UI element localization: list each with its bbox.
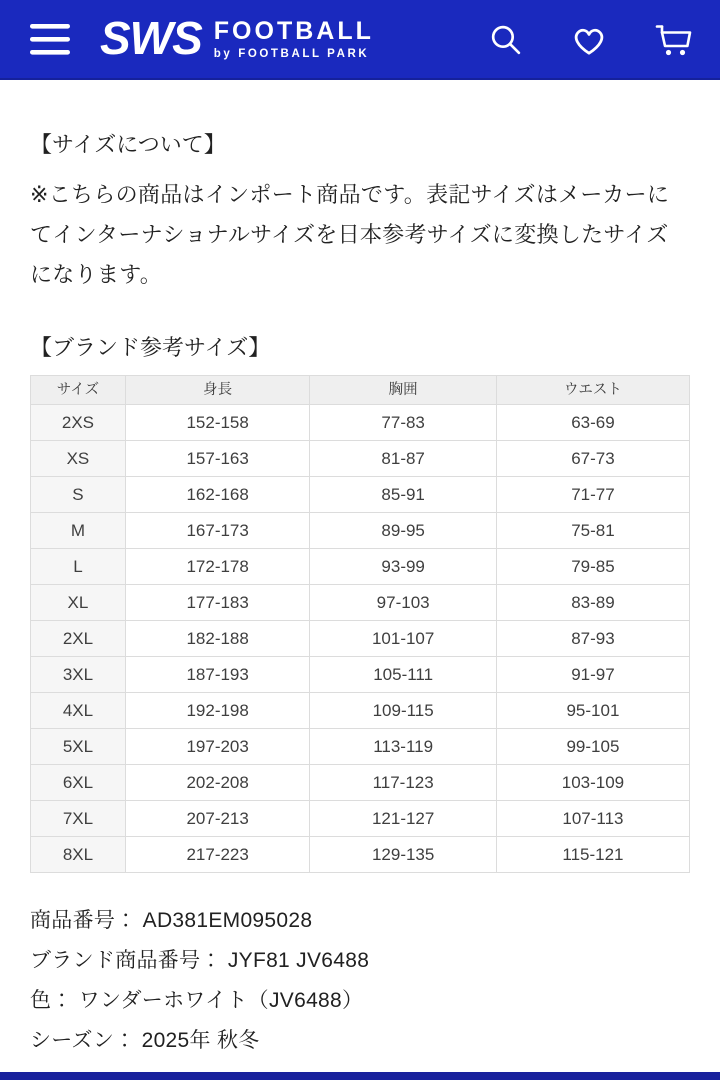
wishlist-button[interactable] <box>570 23 608 57</box>
measurement-cell: 182-188 <box>125 620 310 656</box>
measurement-cell: 167-173 <box>125 512 310 548</box>
app-header <box>0 0 720 80</box>
info-label: 色： <box>30 988 73 1012</box>
table-row <box>31 620 690 656</box>
measurement-cell: 105-111 <box>310 656 496 692</box>
column-header: 身長 <box>125 375 310 404</box>
info-label: 商品番号： <box>30 908 137 932</box>
measurement-cell: 109-115 <box>310 692 496 728</box>
measurement-cell: 97-103 <box>310 584 496 620</box>
measurement-cell: 202-208 <box>125 764 310 800</box>
measurement-cell: 172-178 <box>125 548 310 584</box>
table-row <box>31 440 690 476</box>
measurement-cell: 207-213 <box>125 800 310 836</box>
product-info-line <box>30 1021 690 1061</box>
search-icon <box>487 22 524 59</box>
measurement-cell: 101-107 <box>310 620 496 656</box>
search-button[interactable] <box>487 22 524 59</box>
table-row <box>31 548 690 584</box>
column-header: サイズ <box>31 375 126 404</box>
product-size-section <box>0 80 720 1061</box>
size-label-cell: 4XL <box>31 692 126 728</box>
size-label-cell: L <box>31 548 126 584</box>
info-value: AD381EM095028 <box>142 908 313 932</box>
measurement-cell: 115-121 <box>496 836 689 872</box>
info-label: ブランド商品番号： <box>30 948 222 972</box>
table-row <box>31 764 690 800</box>
measurement-cell: 85-91 <box>310 476 496 512</box>
logo-sws-text: SWS <box>100 12 202 64</box>
measurement-cell: 67-73 <box>496 440 689 476</box>
measurement-cell: 79-85 <box>496 548 689 584</box>
column-header: 胸囲 <box>310 375 496 404</box>
size-label-cell: 8XL <box>31 836 126 872</box>
measurement-cell: 177-183 <box>125 584 310 620</box>
product-info-line <box>30 901 690 941</box>
table-row <box>31 512 690 548</box>
table-row <box>31 800 690 836</box>
measurement-cell: 63-69 <box>496 404 689 440</box>
measurement-cell: 157-163 <box>125 440 310 476</box>
measurement-cell: 162-168 <box>125 476 310 512</box>
measurement-cell: 75-81 <box>496 512 689 548</box>
size-about-heading: 【サイズについて】 <box>30 132 226 157</box>
footer-bar <box>0 1072 720 1080</box>
measurement-cell: 187-193 <box>125 656 310 692</box>
measurement-cell: 117-123 <box>310 764 496 800</box>
cart-icon <box>654 23 694 58</box>
measurement-cell: 87-93 <box>496 620 689 656</box>
table-row <box>31 836 690 872</box>
measurement-cell: 99-105 <box>496 728 689 764</box>
measurement-cell: 95-101 <box>496 692 689 728</box>
menu-icon <box>30 23 72 57</box>
size-label-cell: XL <box>31 584 126 620</box>
table-row <box>31 584 690 620</box>
measurement-cell: 113-119 <box>310 728 496 764</box>
size-label-cell: 6XL <box>31 764 126 800</box>
measurement-cell: 121-127 <box>310 800 496 836</box>
table-row <box>31 404 690 440</box>
table-row <box>31 476 690 512</box>
measurement-cell: 77-83 <box>310 404 496 440</box>
logo-football-text: FOOTBALL <box>213 17 374 46</box>
size-label-cell: 2XS <box>31 404 126 440</box>
table-header-row <box>31 375 690 404</box>
measurement-cell: 83-89 <box>496 584 689 620</box>
table-row <box>31 692 690 728</box>
info-label: シーズン： <box>30 1028 136 1052</box>
size-label-cell: M <box>31 512 126 548</box>
info-value: ワンダーホワイト（JV6488） <box>78 988 364 1012</box>
measurement-cell: 217-223 <box>125 836 310 872</box>
header-actions <box>487 22 694 59</box>
size-table <box>30 375 690 873</box>
cart-button[interactable] <box>654 23 694 58</box>
measurement-cell: 152-158 <box>125 404 310 440</box>
table-row <box>31 728 690 764</box>
info-value: 2025年 秋冬 <box>141 1028 260 1052</box>
measurement-cell: 129-135 <box>310 836 496 872</box>
heart-icon <box>570 23 608 57</box>
product-info-line <box>30 981 690 1021</box>
measurement-cell: 192-198 <box>125 692 310 728</box>
menu-button[interactable] <box>30 23 72 57</box>
logo-byline-text: by FOOTBALL PARK <box>213 48 370 61</box>
table-row <box>31 656 690 692</box>
column-header: ウエスト <box>496 375 689 404</box>
measurement-cell: 103-109 <box>496 764 689 800</box>
size-label-cell: XS <box>31 440 126 476</box>
brand-logo[interactable] <box>100 12 374 64</box>
measurement-cell: 91-97 <box>496 656 689 692</box>
measurement-cell: 197-203 <box>125 728 310 764</box>
measurement-cell: 81-87 <box>310 440 496 476</box>
product-info-line <box>30 941 690 981</box>
size-label-cell: S <box>31 476 126 512</box>
size-label-cell: 5XL <box>31 728 126 764</box>
measurement-cell: 107-113 <box>496 800 689 836</box>
info-value: JYF81 JV6488 <box>227 948 370 972</box>
size-table-body <box>31 404 690 872</box>
size-label-cell: 3XL <box>31 656 126 692</box>
measurement-cell: 89-95 <box>310 512 496 548</box>
product-info <box>30 901 690 1061</box>
size-label-cell: 7XL <box>31 800 126 836</box>
measurement-cell: 93-99 <box>310 548 496 584</box>
measurement-cell: 71-77 <box>496 476 689 512</box>
size-about-note: ※こちらの商品はインポート商品です。表記サイズはメーカーにてインターナショナルサイズを日本参考サイズに変換したサイズになります。 <box>30 182 670 288</box>
brand-size-heading: 【ブランド参考サイズ】 <box>30 335 271 361</box>
size-label-cell: 2XL <box>31 620 126 656</box>
